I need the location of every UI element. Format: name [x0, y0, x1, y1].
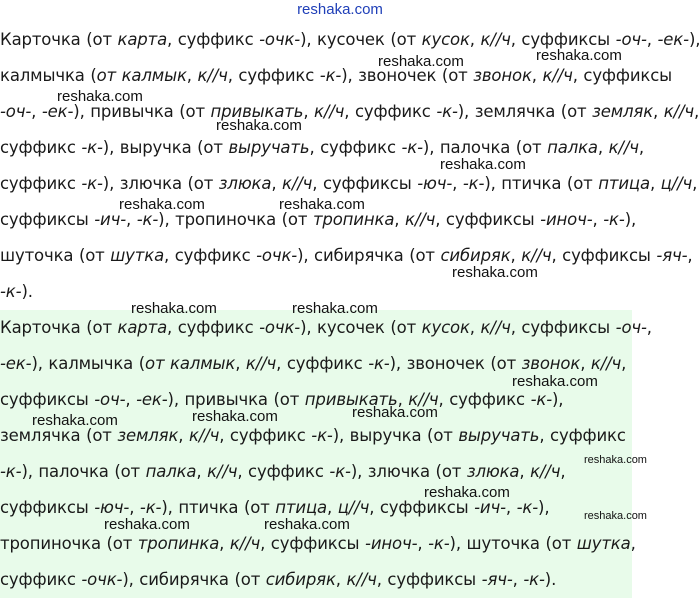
text-line: шуточка (от шутка, суффикс -очк-), сибирячка (от сибиряк, к//ч, суффиксы -яч-,	[0, 246, 693, 265]
watermark: reshaka.com	[32, 412, 118, 429]
watermark: reshaka.com	[264, 516, 350, 533]
text-line: суффиксы -оч-, -ек-), привычка (от привыкать, к//ч, суффикс -к-),	[0, 390, 564, 409]
text-line: -к-).	[0, 282, 33, 301]
watermark: reshaka.com	[424, 484, 510, 501]
text-line: -к-), палочка (от палка, к//ч, суффикс -к-), злючка (от злюка, к//ч,	[0, 462, 566, 481]
watermark: reshaka.com	[584, 510, 647, 522]
watermark: reshaka.com	[536, 47, 622, 64]
watermark: reshaka.com	[512, 373, 598, 390]
answer-text-block-2	[0, 310, 652, 598]
text-line: суффиксы -ич-, -к-), тропиночка (от тропинка, к//ч, суффиксы -иноч-, -к-),	[0, 210, 637, 229]
watermark: reshaka.com	[131, 300, 217, 317]
watermark: reshaka.com	[104, 516, 190, 533]
text-line: -ек-), калмычка (от калмык, к//ч, суффикс -к-), звоночек (от звонок, к//ч,	[0, 354, 627, 373]
text-line: суффикс -к-), выручка (от выручать, суффикс -к-), палочка (от палка, к//ч,	[0, 138, 644, 157]
text-line: суффиксы -юч-, -к-), птичка (от птица, ц//ч, суффиксы -ич-, -к-),	[0, 498, 550, 517]
header-watermark[interactable]: reshaka.com	[297, 1, 383, 18]
text-line: Карточка (от карта, суффикс -очк-), кусочек (от кусок, к//ч, суффиксы -оч-,	[0, 318, 652, 337]
text-line: Карточка (от карта, суффикс -очк-), кусочек (от кусок, к//ч, суффиксы -оч-, -ек-),	[0, 30, 700, 49]
text-line: суффикс -очк-), сибирячка (от сибиряк, к//ч, суффиксы -яч-, -к-).	[0, 570, 557, 589]
watermark: reshaka.com	[192, 408, 278, 425]
watermark: reshaka.com	[378, 53, 464, 70]
watermark: reshaka.com	[279, 196, 365, 213]
watermark: reshaka.com	[119, 196, 205, 213]
watermark: reshaka.com	[216, 117, 302, 134]
watermark: reshaka.com	[292, 300, 378, 317]
text-line: -оч-, -ек-), привычка (от привыкать, к//ч, суффикс -к-), землячка (от земляк, к//ч,	[0, 102, 700, 121]
text-line: землячка (от земляк, к//ч, суффикс -к-), выручка (от выручать, суффикс	[0, 426, 626, 445]
watermark: reshaka.com	[440, 156, 526, 173]
watermark: reshaka.com	[57, 88, 143, 105]
watermark: reshaka.com	[352, 404, 438, 421]
watermark: reshaka.com	[452, 264, 538, 281]
answer-text-block-1	[0, 22, 700, 310]
watermark: reshaka.com	[584, 454, 647, 466]
text-line: калмычка (от калмык, к//ч, суффикс -к-), звоночек (от звонок, к//ч, суффиксы	[0, 66, 673, 85]
text-line: суффикс -к-), злючка (от злюка, к//ч, суффиксы -юч-, -к-), птичка (от птица, ц//ч,	[0, 174, 698, 193]
text-line: тропиночка (от тропинка, к//ч, суффиксы -иноч-, -к-), шуточка (от шутка,	[0, 534, 636, 553]
